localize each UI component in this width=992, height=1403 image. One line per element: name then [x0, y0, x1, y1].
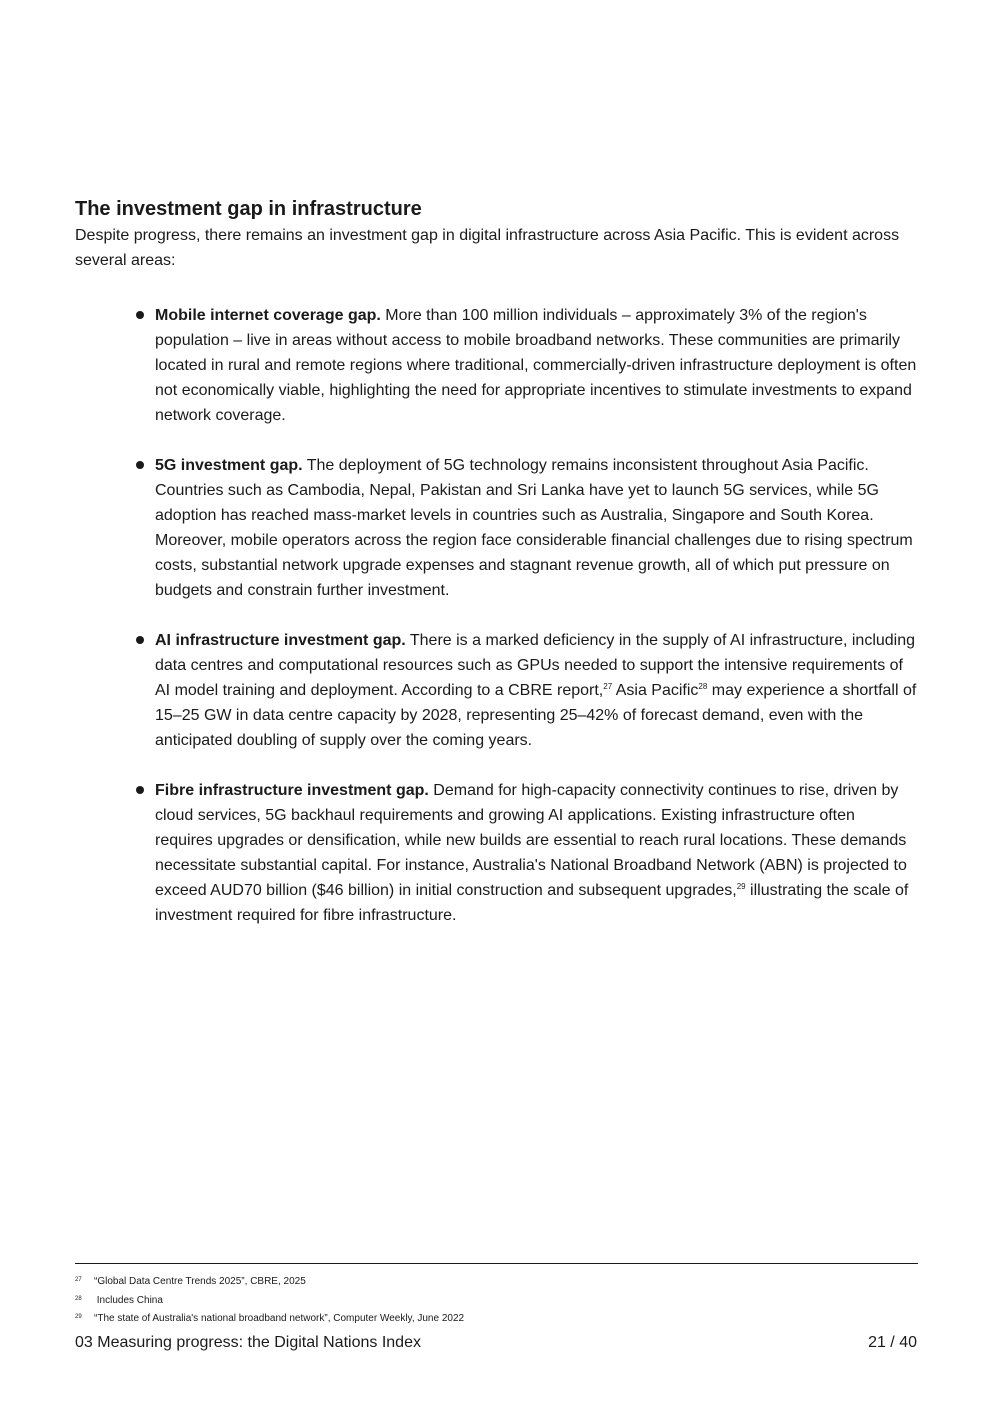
section-heading: The investment gap in infrastructure: [75, 198, 422, 220]
footnote: [75, 1309, 915, 1328]
footnote-ref[interactable]: 29: [736, 882, 746, 891]
footnote-text: “Global Data Centre Trends 2025”, CBRE, 2025: [94, 1276, 306, 1287]
footnote: [75, 1291, 915, 1310]
bullet-item-5g-investment: [155, 453, 917, 603]
bullet-text: Demand for high-capacity connectivity continues to rise, driven by cloud services, 5G backhaul requirements and growing AI applications. Existing infrastructure often requires upgrades or densification, while new builds are essential to reach rural locations. These demands necessitate substantial capital. For instance, Australia's National Broadband Network (ABN) is projected to exceed AUD70 billion ($46 billion) in initial construction and subsequent upgrades,: [155, 782, 907, 899]
bullet-icon: [136, 461, 144, 469]
bullet-item-mobile-coverage: [155, 303, 917, 428]
bullet-list: [155, 303, 917, 953]
footnote-text: “The state of Australia's national broadband network”, Computer Weekly, June 2022: [94, 1313, 465, 1324]
bullet-item-ai-infrastructure: [155, 628, 917, 753]
section-intro: Despite progress, there remains an investment gap in digital infrastructure across Asia Pacific. This is evident across several areas:: [75, 227, 900, 269]
page-number: 21 / 40: [868, 1334, 917, 1351]
bullet-icon: [136, 311, 144, 319]
bullet-text: There is a marked deficiency in the supply of AI infrastructure, including data centres and computational resources such as GPUs needed to support the intensive requirements of AI model training and deployment. According to a CBRE report,: [155, 632, 916, 699]
bullet-text: illustrating the scale of investment required for fibre infrastructure.: [155, 882, 909, 924]
footnote-divider: [75, 1263, 918, 1264]
bullet-text: The deployment of 5G technology remains inconsistent throughout Asia Pacific. Countries such as Cambodia, Nepal, Pakistan and Sri Lanka have yet to launch 5G services, while 5G adoption has reached mass-market levels in countries such as Australia, Singapore and South Korea. Moreover, mobile operators across the region face considerable financial challenges due to rising spectrum costs, substantial network upgrade expenses and stagnant revenue growth, all of which put pressure on budgets and constrain further investment.: [155, 457, 913, 599]
footnote-number: 27: [75, 1277, 82, 1283]
footnote-ref[interactable]: 28: [698, 682, 708, 691]
bullet-icon: [136, 786, 144, 794]
footnotes-list: [75, 1272, 915, 1328]
footnote-number: 28: [75, 1295, 82, 1302]
footnote-number: 29: [75, 1314, 82, 1320]
bullet-text: may experience a shortfall of 15–25 GW in data centre capacity by 2028, representing 25–42% of forecast demand, even with the anticipated doubling of supply over the coming years.: [155, 682, 917, 749]
footer-chapter-title: 03 Measuring progress: the Digital Nations Index: [75, 1334, 421, 1351]
bullet-text: More than 100 million individuals – approximately 3% of the region's population – live in areas without access to mobile broadband networks. These communities are primarily located in rural and remote regions where traditional, commercially-driven infrastructure deployment is often not economically viable, highlighting the need for appropriate incentives to stimulate investments to expand network coverage.: [155, 307, 917, 424]
bullet-title: Fibre infrastructure investment gap.: [155, 782, 429, 799]
footnote-ref[interactable]: 27: [603, 682, 613, 691]
bullet-item-fibre-infrastructure: [155, 778, 917, 928]
bullet-text: Asia Pacific: [612, 682, 699, 699]
bullet-icon: [136, 636, 144, 644]
bullet-title: AI infrastructure investment gap.: [155, 632, 406, 649]
footnote-text: Includes China: [94, 1294, 163, 1306]
bullet-title: Mobile internet coverage gap.: [155, 307, 381, 324]
bullet-title: 5G investment gap.: [155, 457, 303, 474]
footnote: [75, 1272, 915, 1291]
